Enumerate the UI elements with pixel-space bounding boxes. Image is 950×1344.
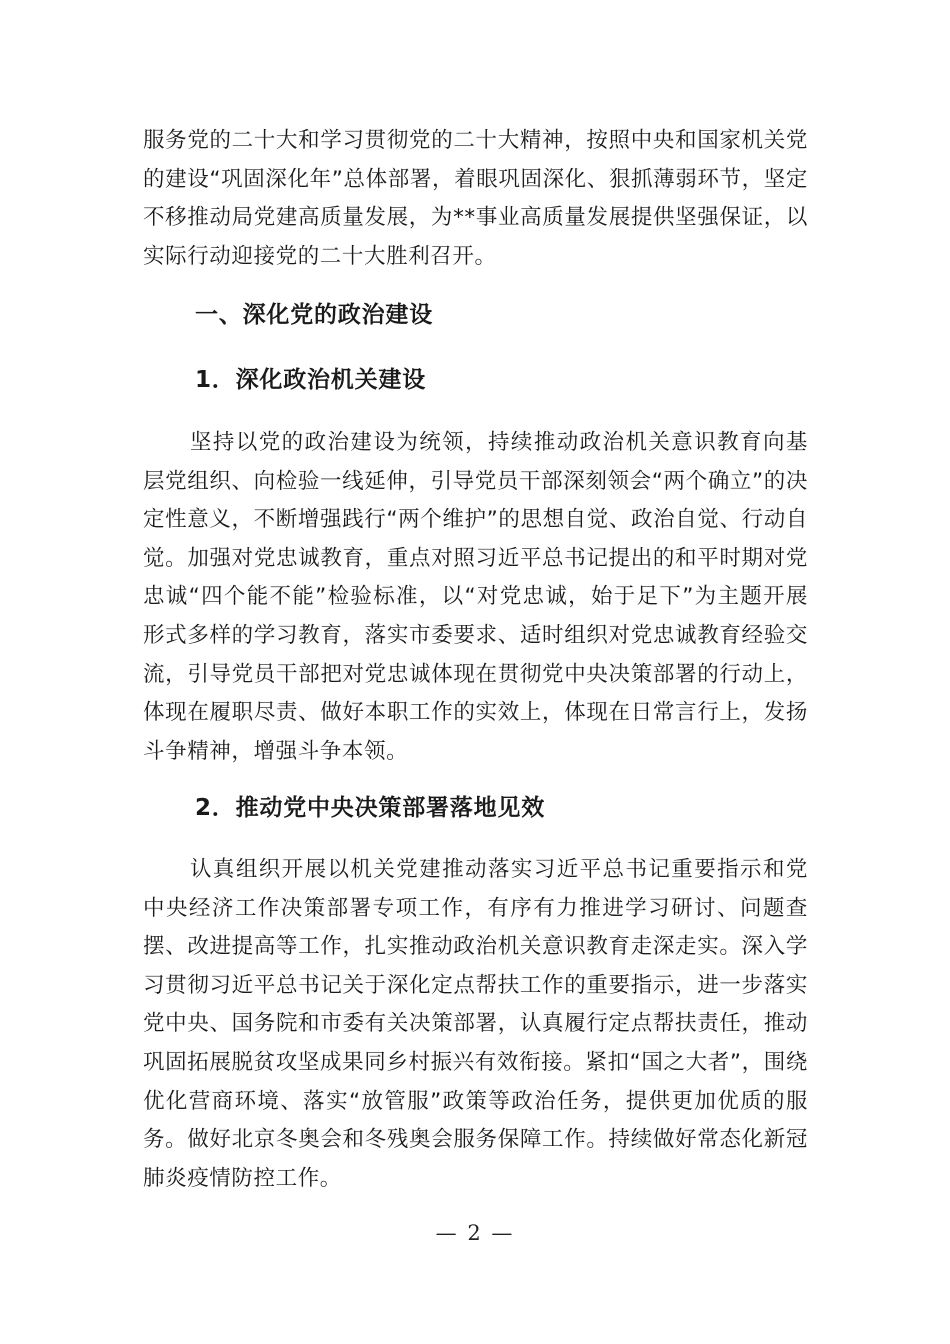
section-heading: 一、深化党的政治建设 (195, 302, 433, 328)
subsection-heading-2: 2．推动党中央决策部署落地见效 (195, 795, 546, 821)
intro-paragraph: 服务党的二十大和学习贯彻党的二十大精神，按照中央和国家机关党的建设“巩固深化年”总体部署，着眼巩固深化、狠抓薄弱环节，坚定不移推动局党建高质量发展，为**事业高质量发展提供坚强保证，以实际行动迎接党的二十大胜利召开。 (143, 128, 808, 269)
page-number: — 2 — (435, 1221, 515, 1245)
subsection-heading-1: 1．深化政治机关建设 (195, 367, 427, 393)
subsection-paragraph-1: 坚持以党的政治建设为统领，持续推动政治机关意识教育向基层党组织、向检验一线延伸，引导党员干部深刻领会“两个确立”的决定性意义，不断增强践行“两个维护”的思想自觉、政治自觉、行动自觉。加强对党忠诚教育，重点对照习近平总书记提出的和平时期对党忠诚“四个能不能”检验标准，以“对党忠诚，始于足下”为主题开展形式多样的学习教育，落实市委要求、适时组织对党忠诚教育经验交流，引导党员干部把对党忠诚体现在贯彻党中央决策部署的行动上，体现在履职尽责、做好本职工作的实效上，体现在日常言行上，发扬斗争精神，增强斗争本领。 (143, 430, 808, 764)
subsection-paragraph-2: 认真组织开展以机关党建推动落实习近平总书记重要指示和党中央经济工作决策部署专项工作，有序有力推进学习研讨、问题查摆、改进提高等工作，扎实推动政治机关意识教育走深走实。深入学习贯彻习近平总书记关于深化定点帮扶工作的重要指示，进一步落实党中央、国务院和市委有关决策部署，认真履行定点帮扶责任，推动巩固拓展脱贫攻坚成果同乡村振兴有效衔接。紧扣“国之大者”，围绕优化营商环境、落实“放管服”政策等政治任务，提供更加优质的服务。做好北京冬奥会和冬残奥会服务保障工作。持续做好常态化新冠肺炎疫情防控工作。 (143, 857, 808, 1191)
